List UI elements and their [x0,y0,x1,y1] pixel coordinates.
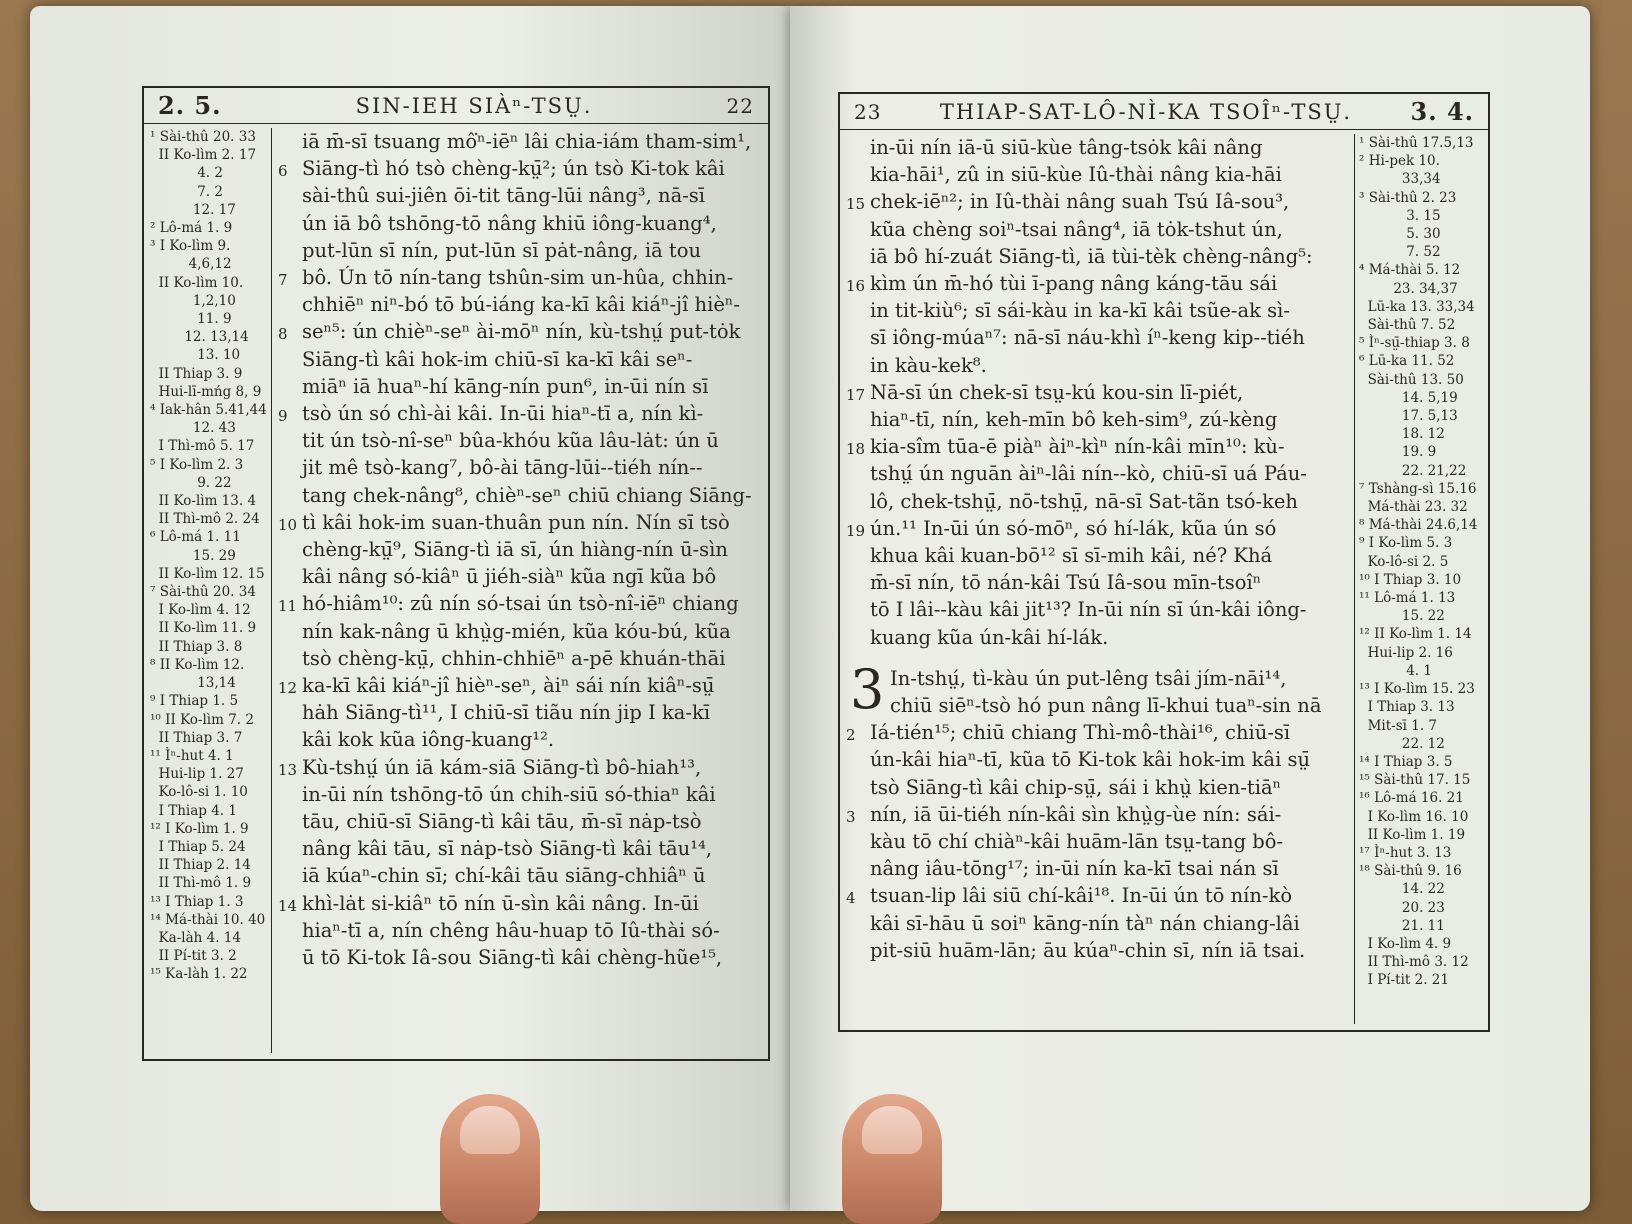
line-text: khì-lȧt si-kiâⁿ tō nín ū-sìn kâi nâng. In-ūi [302,891,699,915]
line-text: Iá-tién¹⁵; chiū chiang Thì-mô-thài¹⁶, chiū-sī [870,721,1291,745]
text-line [278,645,762,672]
reference-entry: I Thì-mô 5. 17 [150,438,255,455]
verse-number: 2 [846,726,856,745]
line-text: Siāng-tì hó tsò chèng-kṳ̄²; ún tsò Ki-tok kâi [302,157,725,181]
chapter-text-line [846,828,1348,855]
left-page [30,6,790,1211]
reference-entry: 13. 10 [150,347,241,364]
text-line [278,182,762,209]
text-line [846,297,1348,324]
reference-entry: Lū-ka 13. 33,34 [1359,298,1475,315]
reference-entry: ⁵ Ìⁿ-sṳ̄-thiap 3. 8 [1359,335,1470,352]
reference-entry: ⁹ I Thiap 1. 5 [150,693,239,710]
reference-entry: 4. 1 [1359,662,1432,679]
text-line [278,318,762,345]
text-line [278,155,762,182]
line-text: khua kâi kuan-bō¹² sī sī-mih kâi, né? Khá [870,544,1273,568]
line-text: iā m̄-sī tsuang mô͘ⁿ-iēⁿ lâi chia-iám tham-sim¹, [302,130,752,153]
reference-entry: II Ko-lìm 2. 17 [150,147,257,164]
line-text: sī iông-múaⁿ⁷: nā-sī náu-khì íⁿ-keng kip--tiéh [870,326,1305,350]
verse-number: 15 [846,195,866,214]
reference-entry: Sài-thû 13. 50 [1359,371,1464,388]
text-line [846,624,1348,651]
reference-entry: I Thiap 4. 1 [150,802,237,819]
line-text: hiaⁿ-tī, nín, keh-mīn bô keh-sim⁹, zú-kèng [870,408,1278,432]
verse-number: 7 [278,271,288,290]
reference-entry: 33,34 [1359,171,1441,188]
verse-number: 11 [278,597,298,616]
line-text: iā kúaⁿ-chin sī; chí-kâi tāu siāng-chhiâⁿ ū [302,864,706,888]
reference-entry: ¹ Sài-thû 17.5,13 [1359,135,1474,151]
reference-entry: Hui-lī-mńg 8, 9 [150,383,262,400]
reference-entry: 17. 5,13 [1359,408,1458,425]
right-page [790,6,1590,1211]
chapter-text-line [846,746,1348,773]
reference-entry: II Ko-lìm 13. 4 [150,493,257,510]
reference-entry: Sài-thû 7. 52 [1359,317,1456,334]
reference-entry: 7. 52 [1359,244,1441,261]
text-line [278,835,762,862]
reference-entry: 4,6,12 [150,256,232,273]
chapter-number-dropcap: 3 [850,657,885,721]
reference-entry: ⁸ Má-thài 24.6,14 [1359,517,1478,534]
reference-entry: 21. 11 [1359,917,1445,934]
line-text: pit-siū huām-lān; āu kúaⁿ-chin sī, nín iā tsai. [870,938,1306,962]
text-line [278,563,762,590]
line-text: kia-hāi¹, zû in siū-kùe Iû-thài nâng kia-hāi [870,163,1282,187]
line-text: tit ún tsò-nî-seⁿ bûa-khóu kũa lâu-lȧt: ún ū [302,429,719,453]
line-text: ún-kâi hiaⁿ-tī, kũa tō Ki-tok kâi hok-im kâi sṳ̄ [870,748,1311,772]
line-text: seⁿ⁵: ún chièⁿ-seⁿ ài-mōⁿ nín, kù-tshṳ́ put-tȯk [302,320,741,344]
reference-entry: I Thiap 3. 13 [1359,699,1455,716]
text-line [846,379,1348,406]
text-line [846,406,1348,433]
left-margin-references [150,128,272,1053]
verse-number: 10 [278,515,298,534]
reference-entry: 22. 12 [1359,735,1445,752]
text-line [846,243,1348,270]
reference-entry: II Thì-mô 1. 9 [150,875,252,892]
reference-entry: ¹² I Ko-lìm 1. 9 [150,820,249,837]
left-thumbnail [460,1106,520,1154]
reference-entry: 18. 12 [1359,426,1445,443]
text-line [846,161,1348,188]
reference-entry: 12. 17 [150,201,236,218]
line-text: kia-sîm tūa-ē piàⁿ àiⁿ-kìⁿ nín-kâi mīn¹⁰: kù- [870,435,1285,459]
reference-entry: ¹⁰ II Ko-lìm 7. 2 [150,711,254,728]
text-line [846,488,1348,515]
reference-entry: I Pí-tit 2. 21 [1359,972,1449,989]
chapter-text-line [846,882,1348,909]
line-text: In-tshṳ́, tì-kàu ún put-lêng tsâi jím-nāi¹⁴, [890,666,1287,690]
line-text: in tit-kiù⁶; sī sái-kàu in ka-kī kâi tsũe-ak sì- [870,299,1290,323]
text-line [278,672,762,699]
left-body-text [278,128,762,1053]
reference-entry: II Thì-mô 2. 24 [150,511,260,528]
text-line [278,128,762,155]
text-line [278,427,762,454]
line-text: in kàu-kek⁸. [870,353,987,377]
text-line [278,400,762,427]
reference-entry: Ko-lô-si 1. 10 [150,784,248,801]
line-text: ka-kī kâi kiáⁿ-jî hièⁿ-seⁿ, àiⁿ sái nín kiâⁿ-sṳ̄ [302,674,715,698]
line-text: Kù-tshṳ́ ún iā kám-siā Siāng-tì bô-hiah¹³, [302,755,702,779]
reference-entry: Ko-lô-si 2. 5 [1359,553,1449,570]
reference-entry: II Ko-lìm 1. 19 [1359,826,1466,843]
line-text: tsò ún só chì-ài kâi. In-ūi hiaⁿ-tī a, nín kì- [302,402,704,426]
text-line [278,917,762,944]
reference-entry: ³ Sài-thû 2. 23 [1359,189,1457,206]
line-text: ún.¹¹ In-ūi ún só-mōⁿ, só hí-lák, kũa ún só [870,516,1277,540]
right-margin-references [1354,134,1482,1024]
reference-entry: 3. 15 [1359,207,1441,224]
line-text: nín, iā ūi-tiéh nín-kâi sìn khṳ̀g-ùe nín: sái- [870,802,1282,826]
verse-number: 4 [846,889,856,908]
reference-entry: ⁷ Sài-thû 20. 34 [150,584,256,601]
reference-entry: ¹⁰ I Thiap 3. 10 [1359,571,1462,588]
line-text: kìm ún m̄-hó tùi ī-pang nâng káng-tāu sái [870,272,1278,296]
text-line [278,509,762,536]
reference-entry: ⁶ Lô-má 1. 11 [150,529,241,546]
line-text: lô, chek-tshṳ̄, nō-tshṳ̄, nā-sī Sat-tãn tsó-keh [870,489,1298,513]
right-running-head [840,94,1488,130]
reference-entry: Mit-sī 1. 7 [1359,717,1438,734]
text-line [278,890,762,917]
reference-entry: ⁴ Má-thài 5. 12 [1359,262,1461,279]
reference-entry: 23. 34,37 [1359,280,1458,297]
line-text: put-lūn sī nín, put-lūn sī pȧt-nâng, iā tou [302,238,702,262]
text-line [278,808,762,835]
verse-number: 16 [846,277,866,296]
reference-entry: ¹⁴ I Thiap 3. 5 [1359,753,1453,770]
reference-entry: 15. 29 [150,547,236,564]
line-text: tō I lâi--kàu kâi jit¹³? In-ūi nín sī ún-kâi iông- [870,598,1307,622]
line-text: miāⁿ iā huaⁿ-hí kāng-nín pun⁶, in-ūi nín sī [302,374,709,398]
text-line [278,862,762,889]
right-running-title: THIAP-SAT-LÔ-NÌ-KA TSOÎⁿ-TSṲ. [939,99,1353,124]
line-text: tsò chèng-kṳ̄, chhin-chhiēⁿ a-pē khuán-thāi [302,646,726,670]
verse-number: 17 [846,385,866,404]
chapter-text-line [846,855,1348,882]
line-text: in-ūi nín tshōng-tō ún chih-siū só-thiaⁿ kâi [302,782,716,806]
text-line [278,944,762,971]
text-line [846,216,1348,243]
left-page-frame [142,86,770,1061]
text-line [846,433,1348,460]
reference-entry: ¹⁴ Má-thài 10. 40 [150,911,266,928]
line-text: chek-iēⁿ²; in Iû-thài nâng suah Tsú Iâ-sou³, [870,190,1290,214]
line-text: in-ūi nín iā-ū siū-kùe tâng-tsȯk kâi nâng [870,136,1263,159]
reference-entry: Ka-làh 4. 14 [150,929,241,946]
left-running-title: SIN-IEH SIÀⁿ-TSṲ. [355,93,593,118]
reference-entry: II Ko-lìm 12. 15 [150,565,265,582]
line-text: ún iā bô tshōng-tō nâng khiū iông-kuang⁴, [302,211,717,235]
text-line [278,210,762,237]
chapter-text-line [846,774,1348,801]
verse-number: 19 [846,521,866,540]
line-text: Siāng-tì kâi hok-im chiū-sī ka-kī kâi seⁿ- [302,347,693,371]
line-text: hó-hiâm¹⁰: zû nín só-tsai ún tsò-nî-iēⁿ chiang [302,592,739,616]
verse-number: 9 [278,407,288,426]
verse-number: 12 [278,679,298,698]
text-line [846,352,1348,379]
verse-number: 6 [278,162,288,181]
reference-entry: ¹¹ Lô-má 1. 13 [1359,590,1456,607]
reference-entry: ¹ Sài-thû 20. 33 [150,129,256,145]
text-line [278,618,762,645]
text-line [278,346,762,373]
reference-entry: 4. 2 [150,165,223,182]
reference-entry: ⁵ I Ko-lìm 2. 3 [150,456,244,473]
reference-entry: II Ko-lìm 10. [150,274,244,291]
right-thumb [842,1094,942,1224]
chapter-text-line [846,692,1348,719]
reference-entry: ⁷ Tshàng-sì 15.16 [1359,480,1477,497]
reference-entry: 1,2,10 [150,292,236,309]
text-line [846,460,1348,487]
reference-entry: ² Hi-pek 10. [1359,153,1440,170]
text-line [278,237,762,264]
line-text: chhiēⁿ niⁿ-bó tō bú-iáng ka-kī kâi kiáⁿ-jî hièⁿ- [302,293,740,317]
verse-number: 13 [278,760,298,779]
right-body-text [846,134,1348,1024]
chapter-gap [846,651,1348,665]
reference-entry: II Thiap 3. 9 [150,365,243,382]
reference-entry: ⁸ II Ko-lìm 12. [150,656,245,673]
text-line [846,569,1348,596]
reference-entry: ⁹ I Ko-lìm 5. 3 [1359,535,1453,552]
text-line [846,596,1348,623]
left-chapter-marker: 2. 5. [158,91,222,120]
reference-entry: 11. 9 [150,311,232,328]
reference-entry: II Thiap 2. 14 [150,857,251,874]
reference-entry: II Thiap 3. 7 [150,729,243,746]
line-text: kàu tō chí chiàⁿ-kâi huām-lān tsṳ-tang bô- [870,830,1284,854]
reference-entry: 7. 2 [150,183,223,200]
reference-entry: ¹⁷ Ìⁿ-hut 3. 13 [1359,844,1452,861]
line-text: kâi sī-hāu ū soiⁿ kāng-nín tàⁿ nán chiang-lâi [870,911,1300,935]
reference-entry: ⁴ Iak-hân 5.41,44 [150,402,267,419]
line-text: hȧh Siāng-tì¹¹, I chiū-sī tiãu nín jip I ka-kī [302,701,711,725]
line-text: Nā-sī ún chek-sī tsṳ-kú kou-sin lī-piét, [870,380,1244,404]
text-line [846,270,1348,297]
reference-entry: ¹¹ Ìⁿ-hut 4. 1 [150,747,234,764]
text-line [846,542,1348,569]
text-line [846,515,1348,542]
reference-entry: ² Lô-má 1. 9 [150,220,233,237]
reference-entry: I Ko-lìm 16. 10 [1359,808,1469,825]
reference-entry: I Thiap 5. 24 [150,838,246,855]
reference-entry: 13,14 [150,675,236,692]
reference-entry: II Thiap 3. 8 [150,638,243,655]
line-text: tang chek-nâng⁸, chièⁿ-seⁿ chiū chiang Siāng- [302,483,752,507]
line-text: nín kak-nâng ū khṳ̀g-mién, kũa kóu-bú, kũa [302,619,731,643]
chapter-text-line [846,801,1348,828]
text-line [278,264,762,291]
reference-entry: Hui-lip 2. 16 [1359,644,1453,661]
reference-entry: 5. 30 [1359,226,1441,243]
text-line [278,373,762,400]
reference-entry: 12. 43 [150,420,236,437]
line-text: kũa chèng soiⁿ-tsai nâng⁴, iā tȯk-tshut ún, [870,217,1283,241]
reference-entry: ⁶ Lū-ka 11. 52 [1359,353,1455,370]
text-line [278,536,762,563]
reference-entry: 14. 5,19 [1359,389,1458,406]
reference-entry: ¹⁶ Lô-má 16. 21 [1359,790,1464,807]
reference-entry: ¹⁸ Sài-thû 9. 16 [1359,863,1462,880]
reference-entry: II Pí-tit 3. 2 [150,948,237,965]
reference-entry: ¹⁵ Sài-thû 17. 15 [1359,772,1471,789]
right-page-frame [838,92,1490,1032]
line-text: tshṳ́ ún nguān àiⁿ-lâi nín--kò, chiū-sī uá Páu- [870,462,1307,486]
reference-entry: 9. 22 [150,474,232,491]
text-line [278,482,762,509]
line-text: bô. Ún tō nín-tang tshûn-sim un-hûa, chhin- [302,266,734,290]
right-page-number: 23 [854,99,882,124]
text-line [278,754,762,781]
text-line [278,726,762,753]
text-line [278,781,762,808]
line-text: sài-thû sui-jiên ōi-tit tāng-lūi nâng³, nā-sī [302,184,706,208]
line-text: tāu, chiū-sī Siāng-tì kâi tāu, m̄-sī nȧp-tsò [302,810,702,834]
reference-entry: I Ko-lìm 4. 9 [1359,935,1452,952]
line-text: iā bô hí-zuát Siāng-tì, iā tùi-tèk chèng-nâng⁵: [870,244,1313,268]
line-text: kuang kũa ún-kâi hí-lák. [870,625,1109,649]
reference-entry: II Thì-mô 3. 12 [1359,954,1469,971]
left-running-head [144,88,768,124]
right-chapter-marker: 3. 4. [1410,97,1474,126]
reference-entry: ¹³ I Ko-lìm 15. 23 [1359,681,1475,698]
verse-number: 8 [278,325,288,344]
line-text: nâng iâu-tōng¹⁷; in-ūi nín ka-kī tsai nán sī [870,857,1279,881]
reference-entry: Hui-lip 1. 27 [150,766,244,783]
text-line [846,188,1348,215]
verse-number: 3 [846,807,856,826]
open-book [30,6,1610,1216]
chapter-text-line [846,910,1348,937]
line-text: ū tō Ki-tok Iâ-sou Siāng-tì kâi chèng-hũe¹⁵, [302,946,723,970]
text-line [846,324,1348,351]
text-line [278,699,762,726]
reference-entry: 22. 21,22 [1359,462,1467,479]
line-text: chiū siēⁿ-tsò hó pun nâng lī-khui tuaⁿ-sin nā [890,694,1322,718]
line-text: chèng-kṳ̄⁹, Siāng-tì iā sī, ún hiàng-nín ū-sìn [302,538,728,562]
text-line [278,454,762,481]
reference-entry: 19. 9 [1359,444,1437,461]
reference-entry: I Ko-lìm 4. 12 [150,602,251,619]
left-thumb [440,1094,540,1224]
line-text: tsuan-lip lâi siū chí-kâi¹⁸. In-ūi ún tō nín-kò [870,884,1293,908]
chapter-text-line [846,937,1348,964]
reference-entry: 14. 22 [1359,881,1445,898]
right-thumbnail [862,1106,922,1154]
line-text: jit mê tsò-kang⁷, bô-ài tāng-lūi--tiéh nín-- [302,456,703,480]
verse-number: 18 [846,440,866,459]
reference-entry: 20. 23 [1359,899,1445,916]
line-text: tsò Siāng-tì kâi chip-sṳ̄, sái i khṳ̀ kien-tiāⁿ [870,775,1282,799]
line-text: kâi nâng só-kiâⁿ ū jiéh-siàⁿ kũa ngī kũa bô [302,565,717,589]
line-text: tì kâi hok-im suan-thuân pun nín. Nín sī tsò [302,510,730,534]
left-page-number: 22 [726,93,754,118]
text-line [278,590,762,617]
line-text: hiaⁿ-tī a, nín chêng hâu-huap tō Iû-thài só- [302,918,720,942]
line-text: kâi kok kũa iông-kuang¹². [302,728,555,752]
reference-entry: ¹² II Ko-lìm 1. 14 [1359,626,1472,643]
text-line [846,134,1348,161]
reference-entry: Má-thài 23. 32 [1359,499,1468,516]
reference-entry: ¹³ I Thiap 1. 3 [150,893,244,910]
line-text: nâng kâi tāu, sī nȧp-tsò Siāng-tì kâi tāu¹⁴, [302,837,713,861]
verse-number: 14 [278,896,298,915]
text-line [278,291,762,318]
reference-entry: II Ko-lìm 11. 9 [150,620,257,637]
reference-entry: ³ I Ko-lìm 9. [150,238,231,255]
chapter-text-line [846,719,1348,746]
reference-entry: ¹⁵ Ka-làh 1. 22 [150,966,248,983]
reference-entry: 12. 13,14 [150,329,249,346]
line-text: m̄-sī nín, tō nán-kâi Tsú Iâ-sou mīn-tsoîⁿ [870,571,1262,595]
reference-entry: 15. 22 [1359,608,1445,625]
